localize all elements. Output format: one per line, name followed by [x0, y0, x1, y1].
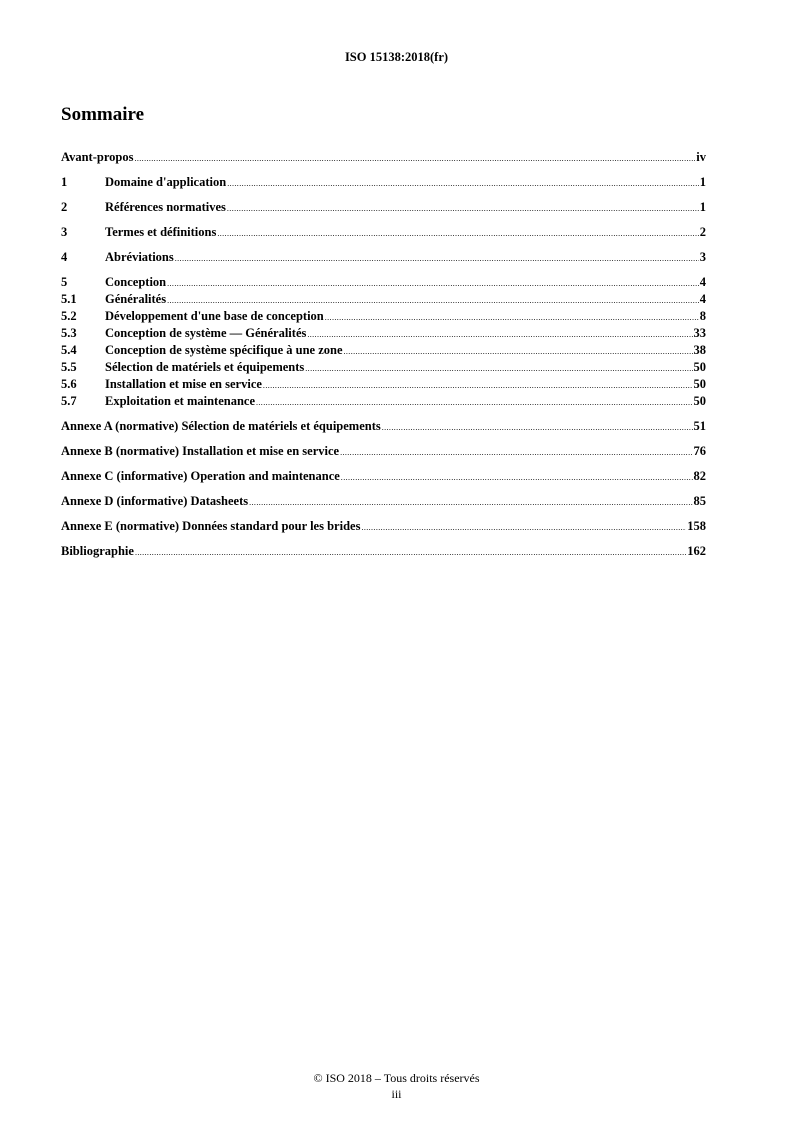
- toc-entry[interactable]: [61, 224, 706, 241]
- dot-leader: [167, 292, 699, 309]
- toc-entry-page: 3: [699, 250, 706, 264]
- toc-entry[interactable]: [61, 418, 706, 435]
- toc-entry[interactable]: [61, 443, 706, 460]
- toc-entry-page: 50: [693, 394, 706, 408]
- toc-entry-label: Abréviations: [105, 250, 174, 264]
- toc-entry-label: Exploitation et maintenance: [105, 394, 255, 408]
- toc-entry[interactable]: [61, 274, 706, 291]
- toc-entry-page: 82: [693, 469, 706, 483]
- toc-entry-label: Développement d'une base de conception: [105, 309, 324, 323]
- toc-entry-page: 4: [699, 292, 706, 306]
- page-number: iii: [391, 1087, 402, 1101]
- toc-entry-label: Annexe E (normative) Données standard pour les brides: [61, 519, 361, 533]
- dot-leader: [167, 275, 699, 292]
- toc-entry-page: 4: [699, 275, 706, 289]
- dot-leader: [341, 469, 693, 486]
- toc-entry-page: 76: [693, 444, 706, 458]
- dot-leader: [263, 377, 693, 394]
- toc-entry[interactable]: [61, 376, 706, 393]
- toc-entry-page: 33: [693, 326, 706, 340]
- dot-leader: [249, 494, 692, 511]
- copyright-footer: © ISO 2018 – Tous droits réservés: [313, 1071, 480, 1085]
- toc-entry[interactable]: [61, 359, 706, 376]
- toc-entry-number: 2: [61, 200, 68, 214]
- toc-entry-label: Annexe D (informative) Datasheets: [61, 494, 249, 508]
- document-header: ISO 15138:2018(fr): [344, 50, 449, 64]
- toc-entry-number: 5.5: [61, 360, 77, 374]
- toc-entry[interactable]: [61, 342, 706, 359]
- toc-entry-page: 2: [699, 225, 706, 239]
- toc-entry-number: 5.3: [61, 326, 77, 340]
- dot-leader: [227, 175, 699, 192]
- dot-leader: [361, 519, 686, 536]
- toc-entry-label: Conception de système — Généralités: [105, 326, 307, 340]
- toc-entry[interactable]: [61, 308, 706, 325]
- dot-leader: [227, 200, 699, 217]
- toc-entry-page: 158: [687, 519, 706, 533]
- toc-entry[interactable]: [61, 291, 706, 308]
- toc-entry[interactable]: [61, 249, 706, 266]
- toc-entry[interactable]: [61, 174, 706, 191]
- dot-leader: [256, 394, 693, 411]
- toc-entry-number: 3: [61, 225, 68, 239]
- toc-entry[interactable]: [61, 468, 706, 485]
- toc-entry-number: 5.4: [61, 343, 77, 357]
- toc-entry-label: Annexe A (normative) Sélection de matériels et équipements: [61, 419, 381, 433]
- dot-leader: [134, 150, 695, 167]
- toc-entry-label: Installation et mise en service: [105, 377, 262, 391]
- toc-entry[interactable]: [61, 543, 706, 560]
- toc-entry-page: 162: [687, 544, 706, 558]
- toc-entry-number: 5.6: [61, 377, 77, 391]
- dot-leader: [344, 343, 693, 360]
- toc-entry-page: 51: [693, 419, 706, 433]
- table-of-contents: [61, 149, 706, 560]
- dot-leader: [325, 309, 699, 326]
- dot-leader: [175, 250, 699, 267]
- toc-entry-number: 4: [61, 250, 68, 264]
- toc-entry-number: 5.2: [61, 309, 77, 323]
- toc-entry-page: 50: [693, 360, 706, 374]
- toc-entry-page: 8: [699, 309, 706, 323]
- toc-entry-label: Domaine d'application: [105, 175, 227, 189]
- toc-entry[interactable]: [61, 493, 706, 510]
- toc-entry[interactable]: [61, 199, 706, 216]
- toc-entry-label: Références normatives: [105, 200, 226, 214]
- page-title: Sommaire: [61, 104, 145, 125]
- toc-entry-label: Conception de système spécifique à une zone: [105, 343, 343, 357]
- toc-entry-label: Généralités: [105, 292, 167, 306]
- toc-entry-page: 1: [699, 200, 706, 214]
- toc-entry-number: 5: [61, 275, 68, 289]
- toc-entry-page: iv: [696, 150, 706, 164]
- dot-leader: [307, 326, 692, 343]
- toc-entry-label: Annexe B (normative) Installation et mise en service: [61, 444, 340, 458]
- toc-entry-number: 5.1: [61, 292, 77, 306]
- dot-leader: [340, 444, 692, 461]
- toc-entry-label: Conception: [105, 275, 167, 289]
- toc-entry-label: Annexe C (informative) Operation and maintenance: [61, 469, 340, 483]
- toc-entry[interactable]: [61, 518, 706, 535]
- toc-entry-label: Termes et définitions: [105, 225, 217, 239]
- toc-entry-label: Bibliographie: [61, 544, 134, 558]
- dot-leader: [305, 360, 692, 377]
- dot-leader: [217, 225, 698, 242]
- toc-entry-number: 5.7: [61, 394, 77, 408]
- toc-entry[interactable]: [61, 149, 706, 166]
- dot-leader: [382, 419, 693, 436]
- toc-entry-number: 1: [61, 175, 68, 189]
- toc-entry-page: 1: [699, 175, 706, 189]
- toc-entry-label: Avant-propos: [61, 150, 134, 164]
- toc-entry[interactable]: [61, 325, 706, 342]
- toc-entry-page: 38: [693, 343, 706, 357]
- dot-leader: [135, 544, 686, 561]
- toc-entry-page: 85: [693, 494, 706, 508]
- toc-entry[interactable]: [61, 393, 706, 410]
- toc-entry-page: 50: [693, 377, 706, 391]
- toc-entry-label: Sélection de matériels et équipements: [105, 360, 305, 374]
